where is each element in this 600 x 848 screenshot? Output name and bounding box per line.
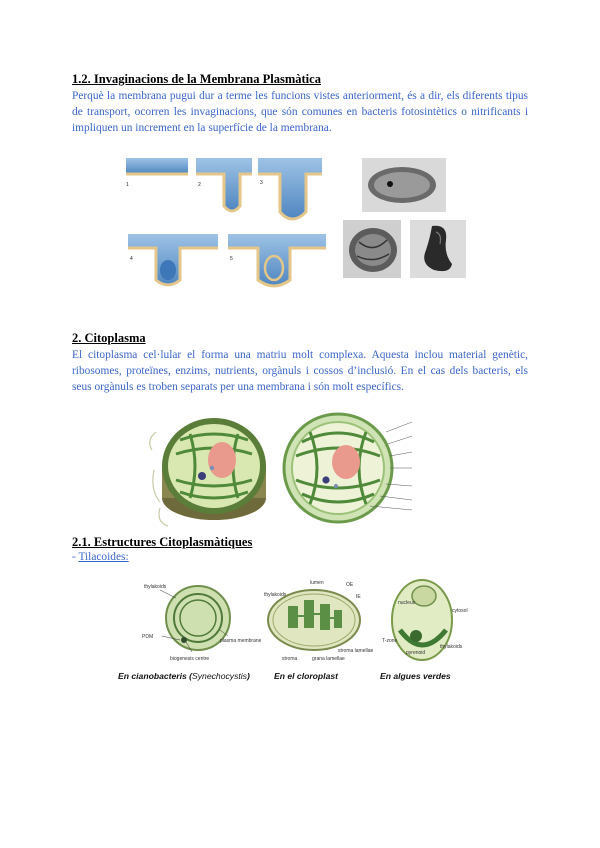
- label-nucleus: nucleus: [398, 600, 416, 606]
- step-number-5: 5: [230, 256, 233, 262]
- invagination-step-3: [258, 158, 322, 219]
- label-oe: OE: [346, 582, 354, 588]
- label-grana-lamellae: grana lamellae: [312, 656, 345, 662]
- label-stroma: stroma: [282, 656, 298, 662]
- label-stroma-lamellae: stroma lamellae: [338, 648, 374, 654]
- membrane-invagination-diagram: [122, 152, 334, 290]
- label-biogenesis-centre: biogenesis centre: [170, 656, 210, 662]
- caption-cyano-prefix: En cianobacteris (: [118, 671, 193, 681]
- cell-cross-section: [284, 414, 412, 522]
- label-cytosol: cytosol: [452, 608, 468, 614]
- label-ie: IE: [356, 594, 361, 600]
- label-pdm: PDM: [142, 634, 154, 640]
- heading-estructures: 2.1. Estructures Citoplasmàtiques: [72, 535, 253, 549]
- invagination-step-1: [126, 158, 188, 188]
- heading-invaginacions: 1.2. Invaginacions de la Membrana Plasmàtica: [72, 72, 321, 86]
- label-pyrenoid: pyrenoid: [406, 650, 426, 656]
- micrograph-bottom-right: [410, 220, 466, 278]
- paragraph-citoplasma: El citoplasma cel·lular el forma una matriu molt complexa. Aquesta inclou material genètic, ribosomes, proteïnes, enzims, nutrients, orgànuls i cossos d’inclusió. En el cas dels bacteris, els seus orgànuls es troben separats per una membrana i són molt específics.: [72, 349, 528, 393]
- bullet-label: Tilacoides:: [78, 551, 129, 563]
- label-plasma-membrane: plasma membrane: [220, 638, 262, 644]
- step-number-4: 4: [130, 256, 133, 262]
- bullet-tilacoides: [72, 551, 129, 563]
- label-t-zone: T-zone: [382, 638, 398, 644]
- label-thylakoids: thylakoids: [144, 584, 167, 590]
- caption-cyano-species: Synechocystis: [192, 671, 247, 681]
- step-number-2: 2: [198, 182, 201, 188]
- invagination-step-2: [196, 158, 252, 211]
- paragraph-invaginacions: Perquè la membrana pugui dur a terme les funcions vistes anteriorment, és a dir, els diferents tipus de transport, ocorren les invaginacions, que són comunes en bacteris fotosintètics o nitrificants i impliquen un increment en la superfície de la membrana.: [72, 90, 528, 134]
- caption-cyanobacteria: [118, 671, 250, 681]
- thylakoid-chloroplast-figure: [262, 576, 374, 662]
- label-thylakoids-chloroplast: thylakoids: [264, 592, 287, 598]
- step-number-3: 3: [260, 180, 263, 186]
- bullet-dash: -: [72, 551, 79, 563]
- caption-cyano-suffix: ): [246, 671, 250, 681]
- cyanobacteria-cell-diagram: [150, 410, 454, 528]
- invagination-step-5: [228, 234, 326, 286]
- step-number-1: 1: [126, 182, 129, 188]
- invagination-step-4: [128, 234, 218, 285]
- micrograph-top: [362, 158, 446, 212]
- cell-3d-view: [150, 418, 266, 526]
- thylakoid-green-algae-figure: [380, 570, 476, 666]
- label-lumen: lumen: [310, 580, 324, 586]
- caption-chloroplast: En el cloroplast: [274, 671, 338, 681]
- micrograph-bottom-left: [343, 220, 401, 278]
- label-thylakoids-algae: thylakoids: [440, 644, 463, 650]
- caption-green-algae: En algues verdes: [380, 671, 451, 681]
- heading-citoplasma: 2. Citoplasma: [72, 331, 146, 345]
- thylakoid-cyanobacteria-figure: [140, 578, 262, 666]
